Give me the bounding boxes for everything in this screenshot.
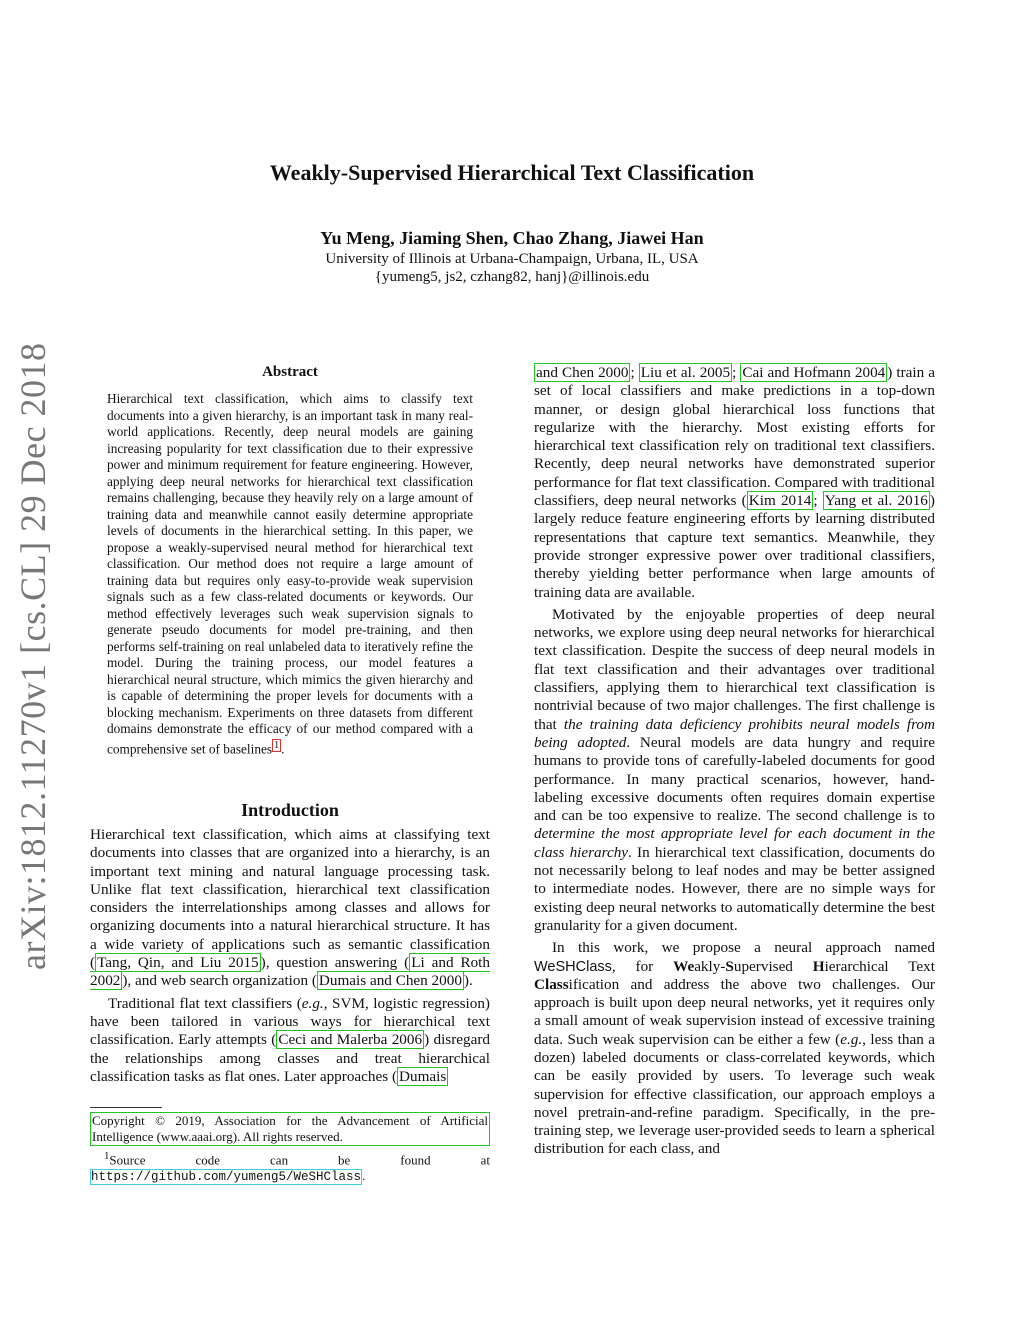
left-column-body (90, 826, 490, 1086)
citation-cai-2004[interactable]: Cai and Hofmann 2004 (742, 364, 886, 381)
abstract-heading: Abstract (262, 364, 318, 380)
citation-tang-2015[interactable]: Tang, Qin, and Liu 2015 (97, 954, 259, 972)
citation-kim-2014[interactable]: Kim 2014 (748, 492, 812, 510)
paper-title: Weakly-Supervised Hierarchical Text Classification (269, 160, 755, 185)
citation-dumais-2000[interactable]: Dumais and Chen 2000 (318, 972, 462, 990)
affiliation: University of Illinois at Urbana-Champaign, Urbana, IL, USA (325, 251, 699, 267)
author-list: Yu Meng, Jiaming Shen, Chao Zhang, Jiawei Han (320, 228, 704, 248)
source-code-link[interactable]: https://github.com/yumeng5/WeSHClass (91, 1170, 362, 1185)
right-paragraph-3: In this work, we propose a neural approach named WeSHClass, for Weakly-Supervised Hierarchical Text Classification and address the above two challenges. Our approach is built upon deep neural networks, yet it requires only a small amount of weak supervision instead of excessive training data. Such weak supervision can be either a few (e.g., less than a dozen) labeled documents or class-correlated keywords, which can be easily provided by users. To leverage such weak supervision for effective classification, our approach employs a novel pretrain-and-refine paradigm. Specifically, in the pre-training step, we leverage user-provided seeds to learn a spherical distribution for each class, and (534, 939, 935, 1158)
arxiv-stamp: arXiv:1812.11270v1 [cs.CL] 29 Dec 2018 (13, 342, 53, 970)
citation-dumais-2000-part2[interactable]: and Chen 2000 (536, 364, 629, 381)
intro-paragraph-1: Hierarchical text classification, which aims at classifying text documents into classes that are organized into a hierarchy, is an important text mining and natural language processing task. Unlike flat text classification, hierarchical text classification considers the interrelationships among classes and allows for organizing documents into a natural hierarchical structure. It has a wide variety of applications such as semantic classification ( Tang, Qin, and Liu 2015 ), question answering ( Li and Roth 2002 ), and web search organization ( Dumais and Chen 2000 ). (90, 826, 490, 990)
author-emails: {yumeng5, js2, czhang82, hanj}@illinois.edu (374, 269, 650, 285)
citation-li-2002[interactable]: Li and Roth 2002 (90, 954, 490, 990)
footnote-rule (90, 1107, 162, 1108)
method-name: WeSHClass (534, 958, 612, 975)
citation-dumais-2000-part1[interactable]: Dumais (399, 1067, 447, 1085)
intro-paragraph-2: Traditional flat text classifiers (e.g., SVM, logistic regression) have been tailored in various ways for hierarchical text classification. Early attempts ( Ceci and Malerba 2006 ) disregard the relationships among classes and treat hierarchical classification tasks as flat ones. Later approaches ( Dumais (90, 994, 490, 1085)
citation-ceci-2006[interactable]: Ceci and Malerba 2006 (278, 1031, 423, 1049)
abstract-text: Hierarchical text classification, which aims to classify text documents into a given hierarchy, is an important task in many real-world applications. Recently, deep neural models are gaining increasing popularity for text classification due to their expressive power and minimum requirement for feature engineering. However, applying deep neural networks for hierarchical text classification remains challenging, because they heavily rely on a large amount of training data and meanwhile cannot easily determine appropriate levels of documents in the hierarchical setting. In this paper, we propose a weakly-supervised neural method for hierarchical text classification. Our method does not require a large amount of training data but requires only easy-to-provide weak supervision signals such as a few class-related documents or keywords. Our method effectively leverages such weak supervision signals to generate pseudo documents for model pre-training, and then performs self-training on real unlabeled data to iteratively refine the model. During the training process, our model features a hierarchical neural structure, which mimics the given hierarchy and is capable of determining the proper levels for documents with a blocking mechanism. Experiments on three datasets from different domains demonstrate the efficacy of our method compared with a comprehensive set of baselines $^1$ . (107, 391, 473, 756)
citation-yang-2016[interactable]: Yang et al. 2016 (824, 492, 928, 510)
right-paragraph-1: and Chen 2000 ; Liu et al. 2005 ; Cai and Hofmann 2004 ) train a set of local classifiers and make predictions in a top-down manner, or design global hierarchical loss functions that regularize with the hierarchy. Most existing efforts for hierarchical text classification rely on traditional text classifiers. Recently, deep neural networks have demonstrated superior performance for flat text classification. Compared with traditional classifiers, deep neural networks ( Kim 2014 ; Yang et al. 2016 ) largely reduce feature engineering efforts by learning distributed representations that capture text semantics. Meanwhile, they provide stronger expressive power over traditional classifiers, thereby yielding better performance when large amounts of training data are available. (534, 364, 935, 601)
citation-liu-2005[interactable]: Liu et al. 2005 (640, 364, 731, 381)
right-paragraph-2: Motivated by the enjoyable properties of deep neural networks, we explore using deep neural networks for hierarchical text classification. Despite the success of deep neural models in flat text classification and their advantages over traditional classifiers, applying them to hierarchical text classification is nontrivial because of two major challenges. The first challenge is that the training data deficiency prohibits neural models from being adopted. Neural models are data hungry and require humans to provide tons of carefully-labeled documents for good performance. In many practical scenarios, however, hand-labeling excessive documents often requires domain expertise and can be too expensive to realize. The second challenge is to determine the most appropriate level for each document in the class hierarchy. In hierarchical text classification, documents do not necessarily belong to leaf nodes and may be better assigned to intermediate nodes. However, there are no simple ways for existing deep neural networks to automatically determine the best granularity for a given document. (534, 605, 935, 934)
footnote-ref-1[interactable]: 1 (274, 739, 280, 751)
footnote-1: $^1$Source code can be found at https://github.com/yumeng5/WeSHClass. (91, 1150, 490, 1185)
right-column-body (534, 364, 935, 1159)
copyright-notice[interactable]: Copyright © 2019, Association for the Advancement of Artificial Intelligence (www.aaai.org). All rights reserved. (92, 1113, 488, 1144)
introduction-heading: Introduction (241, 800, 339, 820)
footnotes (90, 1112, 490, 1185)
